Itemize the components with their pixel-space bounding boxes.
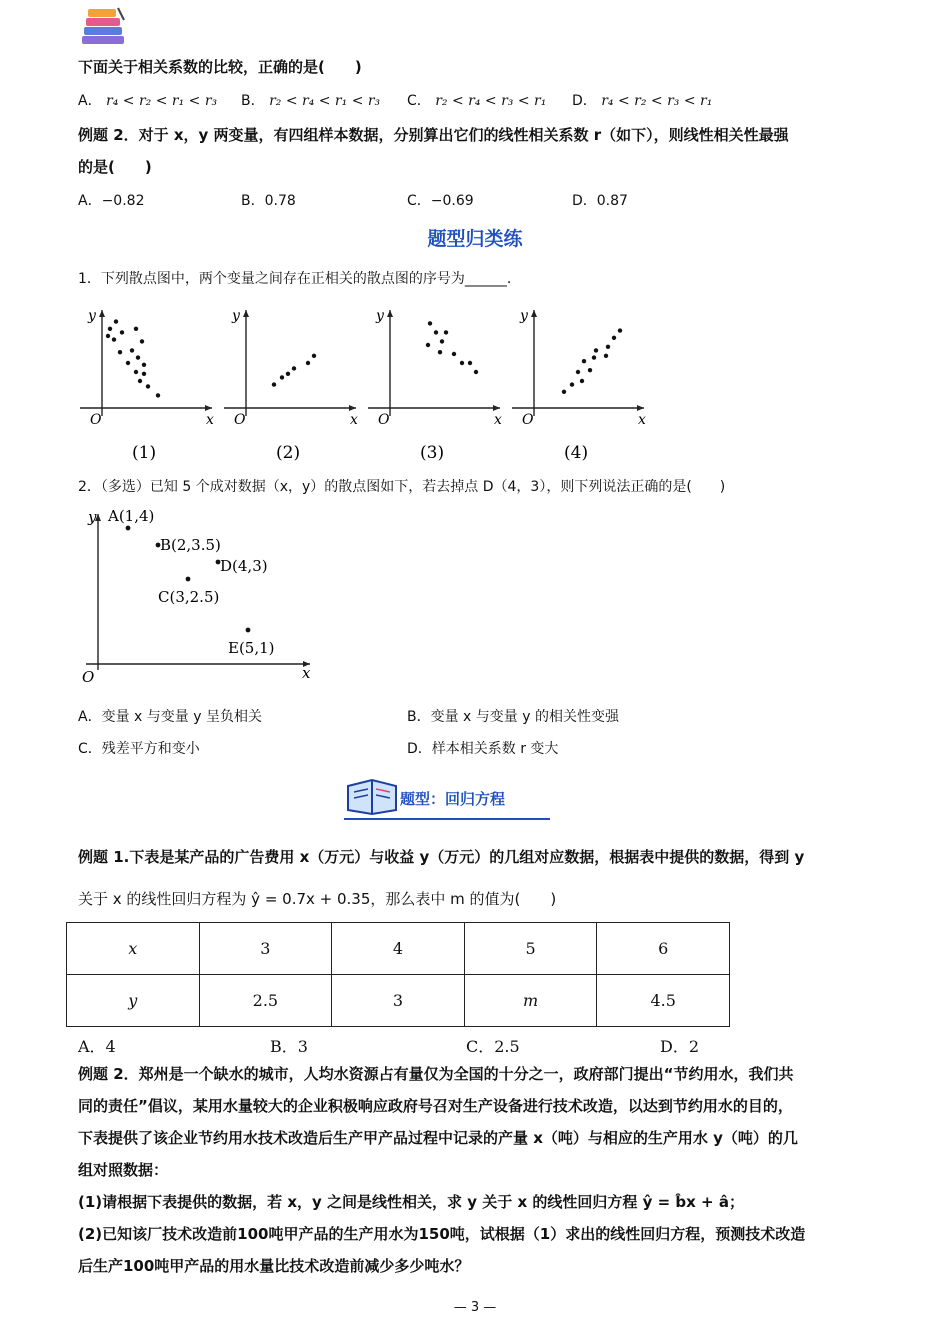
- scatter-point: [438, 350, 442, 354]
- scatter-point: [280, 375, 284, 379]
- q2-option-a: A．变量 x 与变量 y 呈负相关: [78, 709, 262, 725]
- ex2-body: [78, 1058, 878, 1282]
- question-compare-text: 下面关于相关系数的比较，正确的是( ): [78, 58, 362, 76]
- example2-line1: 例题 2．对于 x，y 两变量，有四组样本数据，分别算出它们的线性相关系数 r（如下），则线性相关性最强: [78, 126, 789, 144]
- ex2-line: 例题 2．郑州是一个缺水的城市，人均水资源占有量仅为全国的十分之一，政府部门提出“节约用水，我们共: [78, 1065, 794, 1083]
- scatter-point: [452, 352, 456, 356]
- option-d: D． r₄ < r₂ < r₃ < r₁: [572, 93, 713, 109]
- scatter-point: [186, 577, 191, 582]
- origin-label: O: [234, 412, 246, 428]
- x-label: x: [494, 412, 502, 428]
- y-label: y: [376, 308, 384, 324]
- table-cell: x: [67, 923, 200, 975]
- scatter-point: [562, 390, 566, 394]
- x-label: x: [206, 412, 214, 428]
- option-c: C． r₂ < r₄ < r₃ < r₁: [407, 93, 547, 109]
- ex1-option-b: B．3: [270, 1037, 308, 1056]
- point-label: E(5,1): [228, 639, 275, 657]
- book-icon: [344, 776, 400, 816]
- x-label: x: [638, 412, 646, 428]
- table-cell: 4: [332, 923, 465, 975]
- x-arrow: [205, 405, 212, 411]
- y-label: y: [232, 308, 240, 324]
- scatter-point: [588, 368, 592, 372]
- point-label: A(1,4): [108, 507, 155, 525]
- y-arrow: [387, 310, 393, 317]
- scatter-point: [146, 384, 150, 388]
- scatter-point: [460, 361, 464, 365]
- books-logo-icon: [78, 6, 128, 48]
- scatter-point: [142, 372, 146, 376]
- ex1-table: [66, 922, 730, 1027]
- practice-title: 题型归类练: [427, 228, 523, 250]
- scatter-point: [594, 348, 598, 352]
- x-label: x: [350, 412, 358, 428]
- y-label: y: [88, 508, 97, 526]
- scatter-point: [440, 339, 444, 343]
- plot-caption: (3): [420, 443, 445, 463]
- scatter-point: [114, 319, 118, 323]
- table-cell: 3: [332, 975, 465, 1027]
- scatter-point: [580, 379, 584, 383]
- scatter-point: [468, 361, 472, 365]
- scatter-point: [112, 337, 116, 341]
- y-arrow: [531, 310, 537, 317]
- ex1-line2: 关于 x 的线性回归方程为 ŷ = 0.7x + 0.35，那么表中 m 的值为( ): [78, 890, 557, 908]
- scatter-point: [136, 355, 140, 359]
- ex2-line: 后生产100吨甲产品的用水量比技术改造前减少多少吨水？: [78, 1257, 470, 1275]
- example2-line2: 的是( ): [78, 158, 152, 176]
- scatter-point: [120, 330, 124, 334]
- scatter-point: [138, 379, 142, 383]
- y-label: y: [88, 308, 96, 324]
- scatter-point: [604, 354, 608, 358]
- ex2-line: (2)已知该厂技术改造前100吨甲产品的生产用水为150吨，试根据（1）求出的线性回归方程，预测技术改造: [78, 1225, 806, 1243]
- point-label: D(4,3): [220, 557, 268, 575]
- y-label: y: [520, 308, 528, 324]
- q1-scatter-plots: [78, 296, 658, 466]
- scatter-point: [140, 339, 144, 343]
- scatter-point: [142, 363, 146, 367]
- scatter-point: [592, 355, 596, 359]
- table-cell: 6: [597, 923, 730, 975]
- page-number: — 3 —: [453, 1300, 497, 1315]
- scatter-point: [106, 334, 110, 338]
- table-row: [67, 923, 730, 975]
- scatter-point: [606, 345, 610, 349]
- scatter-point: [570, 382, 574, 386]
- y-arrow: [99, 310, 105, 317]
- scatter-point: [292, 366, 296, 370]
- option-b: B． r₂ < r₄ < r₁ < r₃: [241, 93, 381, 109]
- q2-option-d: D．样本相关系数 r 变大: [407, 741, 559, 757]
- example2-option-a: A．−0.82: [78, 193, 145, 209]
- scatter-point: [306, 361, 310, 365]
- section2-underline: [344, 818, 550, 820]
- ex2-line: (1)请根据下表提供的数据，若 x，y 之间是线性相关，求 y 关于 x 的线性回归方程 ŷ = b̂x + â；: [78, 1193, 744, 1211]
- q1-text: 1．下列散点图中，两个变量之间存在正相关的散点图的序号为______．: [78, 271, 521, 287]
- scatter-point: [612, 336, 616, 340]
- section2-title: 题型：回归方程: [400, 790, 506, 808]
- x-arrow: [493, 405, 500, 411]
- ex1-option-d: D．2: [660, 1037, 700, 1056]
- scatter-point: [134, 370, 138, 374]
- q2-text: 2．（多选）已知 5 个成对数据（x，y）的散点图如下，若去掉点 D（4，3），则下列说法正确的是( ): [78, 479, 726, 495]
- plot-caption: (4): [564, 443, 589, 463]
- scatter-point: [246, 628, 251, 633]
- ex2-line: 组对照数据：: [78, 1161, 169, 1179]
- example2-option-d: D．0.87: [572, 193, 628, 209]
- x-label: x: [302, 664, 311, 682]
- scatter-point: [618, 328, 622, 332]
- scatter-point: [126, 526, 131, 531]
- table-cell: 3: [199, 923, 332, 975]
- origin-label: O: [82, 668, 95, 686]
- table-cell: 5: [464, 923, 597, 975]
- scatter-point: [126, 361, 130, 365]
- origin-label: O: [378, 412, 390, 428]
- scatter-point: [428, 321, 432, 325]
- ex1-option-a: A．4: [78, 1037, 116, 1056]
- origin-label: O: [90, 412, 102, 428]
- scatter-point: [130, 348, 134, 352]
- scatter-point: [272, 382, 276, 386]
- scatter-point: [134, 327, 138, 331]
- ex2-line: 同的责任”倡议，某用水量较大的企业积极响应政府号召对生产设备进行技术改造，以达到节约用水的目的，: [78, 1097, 793, 1115]
- ex2-line: 下表提供了该企业节约用水技术改造后生产甲产品过程中记录的产量 x（吨）与相应的生产用水 y（吨）的几: [78, 1129, 798, 1147]
- point-label: C(3,2.5): [158, 588, 220, 606]
- scatter-point: [118, 350, 122, 354]
- y-arrow: [243, 310, 249, 317]
- scatter-point: [474, 370, 478, 374]
- scatter-point: [434, 330, 438, 334]
- example2-option-c: C．−0.69: [407, 193, 474, 209]
- scatter-point: [582, 359, 586, 363]
- scatter-point: [576, 370, 580, 374]
- scatter-point: [312, 354, 316, 358]
- example2-option-b: B．0.78: [241, 193, 296, 209]
- scatter-point: [426, 343, 430, 347]
- q2-scatter-plot: [78, 506, 318, 688]
- x-arrow: [349, 405, 356, 411]
- table-cell: 2.5: [199, 975, 332, 1027]
- plot-caption: (1): [132, 443, 157, 463]
- q2-option-c: C．残差平方和变小: [78, 741, 200, 757]
- table-cell: m: [464, 975, 597, 1027]
- origin-label: O: [522, 412, 534, 428]
- ex1-option-c: C．2.5: [466, 1037, 520, 1056]
- point-label: B(2,3.5): [160, 536, 221, 554]
- q2-option-b: B．变量 x 与变量 y 的相关性变强: [407, 709, 619, 725]
- ex1-line1: 例题 1.下表是某产品的广告费用 x（万元）与收益 y（万元）的几组对应数据，根据表中提供的数据，得到 y: [78, 848, 805, 866]
- table-cell: y: [67, 975, 200, 1027]
- plot-caption: (2): [276, 443, 301, 463]
- scatter-point: [286, 372, 290, 376]
- scatter-point: [156, 393, 160, 397]
- option-a: A． r₄ < r₂ < r₁ < r₃: [78, 93, 218, 109]
- table-row: [67, 975, 730, 1027]
- table-cell: 4.5: [597, 975, 730, 1027]
- scatter-point: [444, 330, 448, 334]
- x-arrow: [637, 405, 644, 411]
- scatter-point: [108, 327, 112, 331]
